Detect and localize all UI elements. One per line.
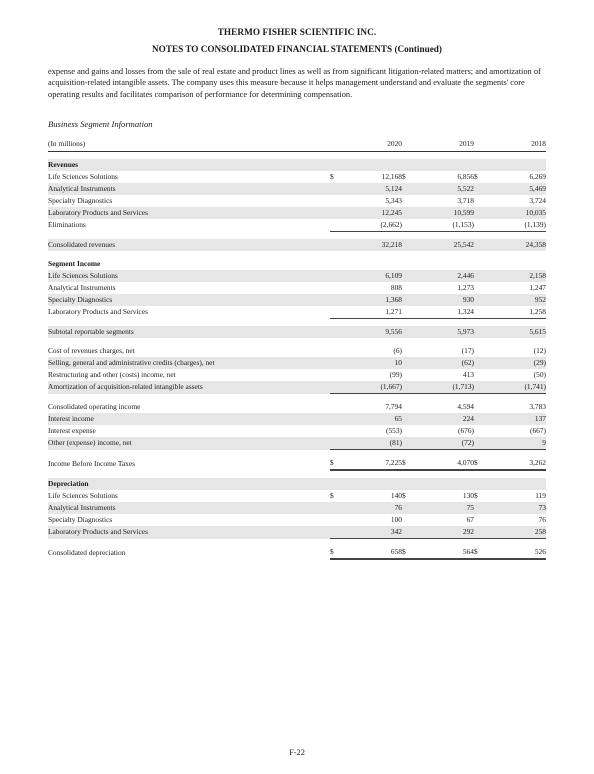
currency-symbol [402, 381, 416, 394]
row-label: Life Sciences Solutions [48, 172, 118, 181]
value-cell: 12,245 [344, 207, 402, 219]
currency-symbol [402, 514, 416, 526]
value-cell: 224 [416, 413, 474, 425]
value-cell: 658 [344, 546, 402, 559]
value-cell: (553) [385, 426, 402, 435]
currency-symbol [474, 425, 488, 437]
pretax-income-row [48, 457, 546, 470]
adjustment-row [48, 381, 546, 394]
year-label: 2018 [488, 137, 546, 152]
value-cell: 119 [535, 491, 546, 500]
value-cell: 25,542 [416, 239, 474, 251]
page-number: F-22 [289, 748, 305, 757]
value-cell: 76 [344, 502, 402, 514]
value-cell: 10,599 [416, 207, 474, 219]
section-heading-label: Revenues [48, 159, 546, 171]
spacer-row [48, 338, 546, 345]
unit-label: (In millions) [48, 137, 330, 152]
currency-symbol [402, 219, 416, 232]
other-income-row [48, 437, 546, 450]
value-cell: 9,556 [344, 326, 402, 338]
currency-symbol [330, 195, 344, 207]
spacer-cell [48, 539, 546, 547]
value-cell: (81) [344, 437, 402, 450]
currency-symbol [402, 357, 416, 369]
value-cell: 1,271 [344, 306, 402, 319]
value-cell: 3,262 [488, 457, 546, 470]
currency-symbol [474, 345, 488, 357]
currency-symbol: $ [474, 457, 488, 470]
depreciation-row [48, 502, 546, 514]
row-label: Eliminations [48, 220, 86, 230]
currency-symbol: $ [330, 546, 344, 559]
spacer-row [48, 394, 546, 402]
value-cell: 5,522 [416, 183, 474, 195]
currency-symbol [402, 437, 416, 450]
currency-symbol: $ [402, 546, 416, 559]
currency-symbol [330, 425, 344, 437]
subtotal-row [48, 326, 546, 338]
currency-symbol [330, 357, 344, 369]
value-cell: 137 [488, 413, 546, 425]
adjustment-row [48, 369, 546, 381]
segment-income-row [48, 282, 546, 294]
currency-symbol [330, 502, 344, 514]
currency-symbol [330, 514, 344, 526]
currency-symbol: $ [330, 457, 344, 470]
value-cell: 5,343 [385, 196, 402, 205]
currency-symbol [402, 369, 416, 381]
value-cell: 32,218 [344, 239, 402, 251]
value-cell: (2,662) [344, 219, 402, 232]
value-cell: 10,035 [488, 207, 546, 219]
currency-symbol [330, 282, 344, 294]
spacer-cell [48, 152, 546, 160]
value-cell: 1,258 [488, 306, 546, 319]
revenue-row [48, 183, 546, 195]
adjustment-row [48, 357, 546, 369]
currency-symbol [474, 207, 488, 219]
value-cell: 1,273 [457, 283, 474, 292]
value-cell: 67 [466, 515, 474, 524]
value-cell: (6) [393, 346, 402, 355]
value-cell: 526 [488, 546, 546, 559]
value-cell: 3,783 [529, 402, 546, 411]
currency-symbol [474, 381, 488, 394]
value-cell: 140 [390, 491, 402, 500]
row-label: Specialty Diagnostics [48, 294, 330, 306]
spacer-cell [48, 450, 546, 458]
currency-symbol [330, 294, 344, 306]
value-cell: 258 [488, 526, 546, 539]
value-cell: 12,168 [381, 172, 402, 181]
currency-symbol [330, 526, 344, 539]
consolidated-depreciation-row [48, 546, 546, 559]
currency-symbol [402, 502, 416, 514]
value-cell: 5,973 [416, 326, 474, 338]
revenue-row [48, 219, 546, 232]
currency-symbol [474, 401, 488, 413]
currency-symbol [402, 195, 416, 207]
spacer-row [48, 470, 546, 478]
row-label: Income Before Income Taxes [48, 458, 135, 468]
currency-symbol [402, 425, 416, 437]
currency-symbol [330, 369, 344, 381]
company-name: THERMO FISHER SCIENTIFIC INC. [217, 27, 377, 37]
row-label: Life Sciences Solutions [48, 270, 330, 282]
value-cell: 76 [538, 515, 546, 524]
segment-income-row [48, 306, 546, 319]
year-label: 2020 [344, 137, 402, 152]
revenue-row [48, 195, 546, 207]
currency-symbol [474, 514, 488, 526]
value-cell: 9 [488, 437, 546, 450]
value-cell: 24,358 [488, 239, 546, 251]
body-paragraph: expense and gains and losses from the sale of real estate and product lines as well as from significant litigation-related matters; and amortization of acquisition-related intangible assets. The company uses this measure because it helps management understand and evaluate the segments' core operating results and facilitates comparison of performance for determining compensation. [48, 67, 541, 99]
currency-symbol [402, 326, 416, 338]
row-label: Analytical Instruments [48, 283, 116, 292]
row-label: Subtotal reportable segments [48, 326, 330, 338]
row-label: Restructuring and other (costs) income, net [48, 370, 176, 379]
revenues-heading [48, 159, 546, 171]
currency-symbol [330, 437, 344, 450]
spacer-cell [48, 470, 546, 478]
consolidated-revenues-row [48, 239, 546, 251]
row-label: Analytical Instruments [48, 502, 330, 514]
spacer-row [48, 319, 546, 327]
currency-symbol [330, 401, 344, 413]
currency-symbol [474, 239, 488, 251]
segment-table-body [48, 137, 546, 559]
value-cell: (12) [533, 346, 546, 355]
currency-symbol: $ [330, 172, 334, 181]
spacer-row [48, 251, 546, 258]
value-cell: 6,269 [529, 172, 546, 181]
spacer-row [48, 539, 546, 547]
value-cell: (1,153) [416, 219, 474, 232]
header-spacer-cell [474, 137, 488, 152]
segment-income-row [48, 294, 546, 306]
row-label: Interest expense [48, 426, 96, 435]
currency-symbol [474, 195, 488, 207]
revenue-row [48, 171, 546, 183]
row-label: Life Sciences Solutions [48, 491, 118, 500]
value-cell: 952 [488, 294, 546, 306]
notes-title: NOTES TO CONSOLIDATED FINANCIAL STATEMENTS (Continued) [152, 44, 442, 54]
value-cell: 73 [488, 502, 546, 514]
value-cell: 3,724 [529, 196, 546, 205]
value-cell: 342 [344, 526, 402, 539]
row-label: Selling, general and administrative credits (charges), net [48, 357, 330, 369]
row-label: Interest income [48, 413, 330, 425]
value-cell: 6,109 [344, 270, 402, 282]
row-label: Specialty Diagnostics [48, 515, 113, 524]
currency-symbol [330, 219, 344, 232]
year-label: 2019 [416, 137, 474, 152]
value-cell: 75 [416, 502, 474, 514]
row-label: Cost of revenues charges, net [48, 346, 135, 355]
currency-symbol: $ [402, 457, 416, 470]
currency-symbol [474, 219, 488, 232]
currency-symbol [474, 413, 488, 425]
value-cell: (676) [457, 426, 474, 435]
currency-symbol [474, 282, 488, 294]
currency-symbol [474, 294, 488, 306]
currency-symbol [330, 306, 344, 319]
value-cell: 7,225 [344, 457, 402, 470]
currency-symbol: $ [474, 172, 478, 181]
value-cell: (99) [389, 370, 402, 379]
value-cell: 5,615 [488, 326, 546, 338]
value-cell: (72) [416, 437, 474, 450]
currency-symbol [330, 345, 344, 357]
value-cell: (50) [533, 370, 546, 379]
value-cell: 1,247 [529, 283, 546, 292]
row-label: Consolidated revenues [48, 239, 330, 251]
currency-symbol [402, 306, 416, 319]
row-label: Laboratory Products and Services [48, 526, 330, 539]
currency-symbol: $ [474, 491, 478, 500]
currency-symbol: $ [474, 546, 488, 559]
header-spacer-cell [402, 137, 416, 152]
value-cell: 5,124 [344, 183, 402, 195]
currency-symbol [330, 270, 344, 282]
currency-symbol [474, 306, 488, 319]
spacer-cell [48, 232, 546, 240]
section-title: Business Segment Information [48, 119, 153, 129]
value-cell: (1,667) [344, 381, 402, 394]
depreciation-row [48, 526, 546, 539]
value-cell: 808 [390, 283, 402, 292]
spacer-cell [48, 394, 546, 402]
row-label: Consolidated depreciation [48, 547, 126, 557]
section-heading-label: Depreciation [48, 478, 546, 490]
row-label: Analytical Instruments [48, 183, 330, 195]
currency-symbol [330, 326, 344, 338]
spacer-row [48, 232, 546, 240]
value-cell: 413 [462, 370, 474, 379]
currency-symbol [402, 207, 416, 219]
spacer-cell [48, 319, 546, 327]
currency-symbol: $ [402, 172, 406, 181]
depreciation-heading [48, 478, 546, 490]
currency-symbol [474, 437, 488, 450]
spacer-row [48, 152, 546, 160]
currency-symbol [474, 369, 488, 381]
value-cell: (1,713) [416, 381, 474, 394]
value-cell: 5,469 [488, 183, 546, 195]
currency-symbol [474, 183, 488, 195]
revenue-row [48, 207, 546, 219]
depreciation-row [48, 490, 546, 502]
header-spacer-cell [330, 137, 344, 152]
currency-symbol [402, 183, 416, 195]
currency-symbol [330, 183, 344, 195]
row-label: Other (expense) income, net [48, 437, 330, 450]
value-cell: (1,139) [488, 219, 546, 232]
currency-symbol [402, 413, 416, 425]
value-cell: 930 [416, 294, 474, 306]
value-cell: 4,070 [416, 457, 474, 470]
value-cell: (17) [461, 346, 474, 355]
currency-symbol [474, 326, 488, 338]
section-heading-label: Segment Income [48, 259, 101, 268]
value-cell: 1,368 [344, 294, 402, 306]
segment-income-heading [48, 258, 546, 270]
value-cell: 6,856 [457, 172, 474, 181]
value-cell: 7,794 [385, 402, 402, 411]
currency-symbol [474, 526, 488, 539]
currency-symbol [474, 502, 488, 514]
currency-symbol: $ [330, 491, 334, 500]
value-cell: (29) [488, 357, 546, 369]
value-cell: (1,741) [488, 381, 546, 394]
currency-symbol [330, 381, 344, 394]
currency-symbol [402, 282, 416, 294]
value-cell: 65 [344, 413, 402, 425]
other-income-row [48, 413, 546, 425]
spacer-row [48, 450, 546, 458]
header-row [48, 137, 546, 152]
adjustment-row [48, 345, 546, 357]
currency-symbol: $ [402, 491, 406, 500]
value-cell: 130 [462, 491, 474, 500]
currency-symbol [474, 270, 488, 282]
value-cell: 1,324 [416, 306, 474, 319]
row-label: Laboratory Products and Services [48, 307, 148, 317]
value-cell: 564 [416, 546, 474, 559]
value-cell: (667) [529, 426, 546, 435]
spacer-cell [48, 338, 546, 345]
value-cell: (62) [416, 357, 474, 369]
currency-symbol [330, 413, 344, 425]
row-label: Laboratory Products and Services [48, 207, 330, 219]
value-cell: 2,158 [488, 270, 546, 282]
currency-symbol [402, 401, 416, 413]
value-cell: 4,594 [457, 402, 474, 411]
other-income-row [48, 425, 546, 437]
depreciation-row [48, 514, 546, 526]
currency-symbol [474, 357, 488, 369]
currency-symbol [402, 294, 416, 306]
currency-symbol [330, 239, 344, 251]
value-cell: 292 [416, 526, 474, 539]
value-cell: 10 [344, 357, 402, 369]
value-cell: 2,446 [416, 270, 474, 282]
currency-symbol [402, 526, 416, 539]
segment-table [48, 137, 546, 560]
row-label: Specialty Diagnostics [48, 196, 113, 205]
currency-symbol [402, 239, 416, 251]
row-label: Consolidated operating income [48, 402, 141, 411]
segment-income-row [48, 270, 546, 282]
spacer-cell [48, 251, 546, 258]
currency-symbol [402, 270, 416, 282]
currency-symbol [402, 345, 416, 357]
value-cell: 100 [390, 515, 402, 524]
currency-symbol [330, 207, 344, 219]
operating-income-row [48, 401, 546, 413]
row-label: Amortization of acquisition-related intangible assets [48, 381, 330, 394]
value-cell: 3,718 [457, 196, 474, 205]
